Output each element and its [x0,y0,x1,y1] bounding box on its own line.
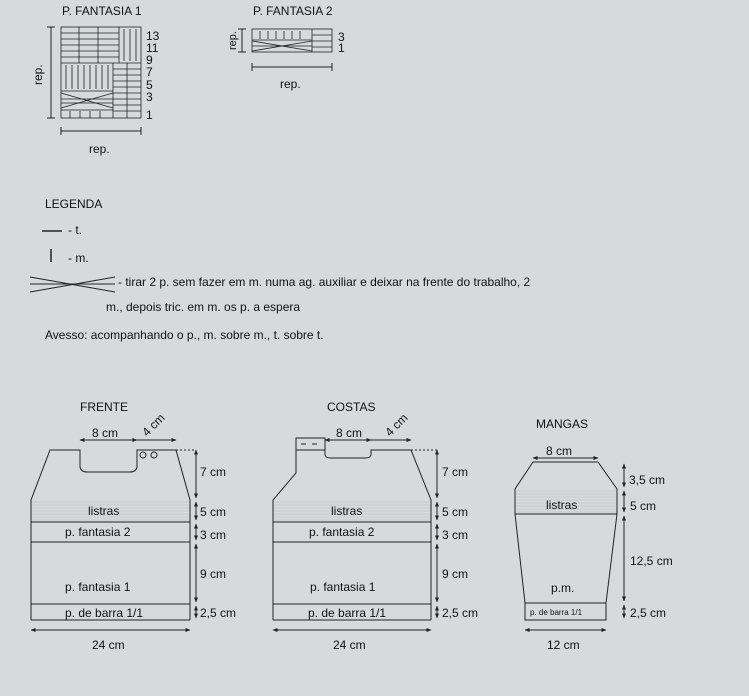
frente-height-fantasia1: 9 cm [200,567,227,581]
costas-section-listras: listras [331,504,363,518]
row-number: 7 [146,65,153,79]
chart-fantasia-1-rep-side: rep. [31,64,45,85]
costas-height-fantasia2: 3 cm [442,528,469,542]
row-number: 1 [338,41,345,55]
costas-shoulder: 4 cm [382,410,411,440]
mangas-section-barra: p. de barra 1/1 [530,608,583,617]
frente-neck-width: 8 cm [92,426,119,440]
frente-width: 24 cm [92,638,125,652]
costas-height-fantasia1: 9 cm [442,567,469,581]
legend-item-cable-line1: - tirar 2 p. sem fazer em m. numa ag. auxiliar e deixar na frente do trabalho, 2 [118,275,531,289]
frente-height-listras: 5 cm [200,505,227,519]
row-number: 9 [146,53,153,67]
costas-section-fantasia1: p. fantasia 1 [310,580,376,594]
frente-height-armhole: 7 cm [200,465,227,479]
frente-section-listras: listras [88,504,120,518]
costas-height-listras: 5 cm [442,505,469,519]
chart-fantasia-1-grid [61,27,141,118]
frente-section-fantasia1: p. fantasia 1 [65,580,131,594]
mangas-width: 12 cm [547,638,580,652]
costas-height-armhole: 7 cm [442,465,469,479]
costas-title: COSTAS [327,400,376,414]
costas-collar [296,438,325,450]
chart-fantasia-2 [227,4,345,91]
frente-section-fantasia2: p. fantasia 2 [65,525,131,539]
schematic-costas [273,400,478,652]
mangas-section-pm: p.m. [551,581,575,595]
costas-section-barra: p. de barra 1/1 [308,606,387,620]
frente-title: FRENTE [80,400,128,414]
mangas-height-barra: 2,5 cm [630,606,667,620]
costas-height-barra: 2,5 cm [442,606,479,620]
row-number: 5 [146,78,153,92]
row-number: 3 [338,30,345,44]
chart-fantasia-1-rep-bottom: rep. [89,142,110,156]
mangas-title: MANGAS [536,417,589,431]
chart-fantasia-2-rep-side: rep. [227,31,239,50]
legend-item-cable-line2: m., depois tric. em m. os p. a espera [106,300,301,314]
mangas-height-cap: 3,5 cm [629,473,666,487]
mangas-height-pm: 12,5 cm [630,554,673,568]
chart-fantasia-2-rep-bottom: rep. [280,77,301,91]
mangas-section-listras: listras [546,498,578,512]
costas-neck-width: 8 cm [336,426,363,440]
chart-fantasia-1 [31,4,160,156]
frente-shoulder: 4 cm [139,410,168,440]
schematic-frente [31,400,236,652]
row-number: 13 [146,29,160,43]
mangas-top-width: 8 cm [546,444,573,458]
row-number: 1 [146,108,153,122]
chart-fantasia-1-title: P. FANTASIA 1 [62,4,142,18]
legend [30,197,531,342]
legend-item-knit: - m. [68,251,89,265]
row-number: 3 [146,90,153,104]
frente-height-barra: 2,5 cm [200,606,237,620]
legend-title: LEGENDA [45,197,103,211]
frente-section-barra: p. de barra 1/1 [65,606,144,620]
mangas-height-listras: 5 cm [630,499,657,513]
legend-item-purl: - t. [68,223,82,237]
row-number: 11 [146,41,159,55]
schematic-mangas [515,417,673,652]
costas-section-fantasia2: p. fantasia 2 [309,525,375,539]
chart-fantasia-2-title: P. FANTASIA 2 [253,4,333,18]
cable-cross-symbol [30,277,115,292]
legend-avesso: Avesso: acompanhando o p., m. sobre m., t. sobre t. [45,328,324,342]
chart-fantasia-2-grid [252,29,332,52]
costas-width: 24 cm [333,638,366,652]
frente-height-fantasia2: 3 cm [200,528,227,542]
